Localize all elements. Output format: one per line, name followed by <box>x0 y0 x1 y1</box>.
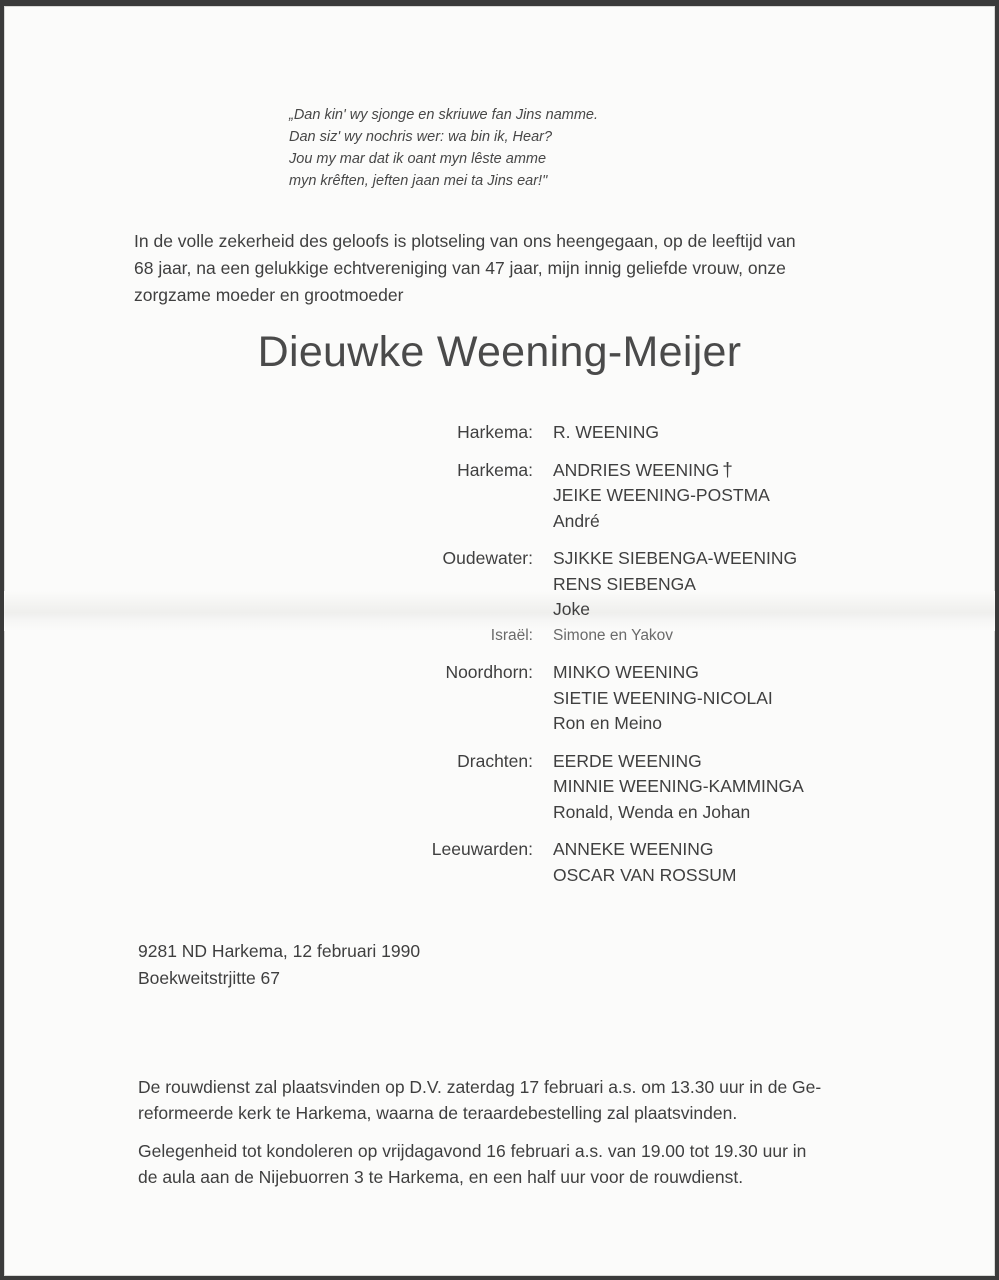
poem-line: Jou my mar dat ik oant myn lêste amme <box>289 151 547 167</box>
poem-line: „Dan kin' wy sjonge en skriuwe fan Jins namme. <box>289 107 599 123</box>
service-info <box>138 1074 868 1190</box>
mourning-card <box>4 6 995 1276</box>
family-member: R. WEENING <box>553 422 659 442</box>
family-member: ANDRIES WEENING <box>553 459 720 480</box>
poem-line: Dan siz' wy nochris wer: wa bin ik, Hear? <box>289 129 553 145</box>
address-block <box>138 938 420 992</box>
service-line: reformeerde kerk te Harkema, waarna de teraardebestelling zal plaatsvinden. <box>138 1103 738 1123</box>
family-place: Israël: <box>490 626 533 644</box>
poem-line: myn krêften, jeften jaan mei ta Jins ear!" <box>289 173 548 189</box>
family-member: ANNEKE WEENING <box>553 839 714 859</box>
family-member: Ron en Meino <box>553 713 662 733</box>
family-member: MINKO WEENING <box>553 662 699 682</box>
intro-line: 68 jaar, na een gelukkige echtvereniging van 47 jaar, mijn innig geliefde vrouw, onze <box>134 258 786 278</box>
family-group <box>4 837 995 888</box>
family-member: RENS SIEBENGA <box>553 573 696 594</box>
family-group <box>4 458 995 535</box>
family-place: Leeuwarden: <box>431 839 533 859</box>
deceased-name: Dieuwke Weening-Meijer <box>257 328 742 376</box>
family-group <box>4 420 995 446</box>
family-member: Joke <box>553 599 590 619</box>
address-line: Boekweitstrjitte 67 <box>138 968 281 988</box>
family-place: Harkema: <box>457 459 533 480</box>
poem-quote <box>289 104 598 192</box>
service-line: de aula aan de Nijebuorren 3 te Harkema, en een half uur voor de rouwdienst. <box>138 1167 744 1187</box>
family-member: SIETIE WEENING-NICOLAI <box>553 687 773 708</box>
family-place: Noordhorn: <box>445 662 533 682</box>
family-member: SJIKKE SIEBENGA-WEENING <box>553 548 798 568</box>
intro-text <box>134 228 874 309</box>
service-line: Gelegenheid tot kondoleren op vrijdagavond 16 februari a.s. van 19.00 tot 19.30 uur in <box>138 1141 807 1161</box>
address-line: 9281 ND Harkema, 12 februari 1990 <box>138 941 421 961</box>
family-member: MINNIE WEENING-KAMMINGA <box>553 776 804 796</box>
family-member: Ronald, Wenda en Johan <box>553 801 751 822</box>
family-member: JEIKE WEENING-POSTMA <box>553 485 770 505</box>
intro-line: In de volle zekerheid des geloofs is plotseling van ons heengegaan, op de leeftijd van <box>134 231 796 251</box>
family-group <box>4 749 995 826</box>
service-line: De rouwdienst zal plaatsvinden op D.V. zaterdag 17 februari a.s. om 13.30 uur in de Ge- <box>138 1077 822 1097</box>
family-member: OSCAR VAN ROSSUM <box>553 864 737 885</box>
family-place: Oudewater: <box>442 548 533 568</box>
family-group <box>4 546 995 623</box>
family-group <box>4 660 995 737</box>
family-place: Harkema: <box>457 422 533 442</box>
family-place: Drachten: <box>457 750 533 771</box>
intro-line: zorgzame moeder en grootmoeder <box>134 285 404 305</box>
family-list <box>4 420 995 900</box>
family-member: Simone en Yakov <box>553 626 674 644</box>
dagger-icon: † <box>722 459 733 481</box>
family-member: EERDE WEENING <box>553 750 702 771</box>
family-member: André <box>553 510 600 531</box>
family-group <box>4 623 995 649</box>
family-member-row <box>553 458 995 484</box>
